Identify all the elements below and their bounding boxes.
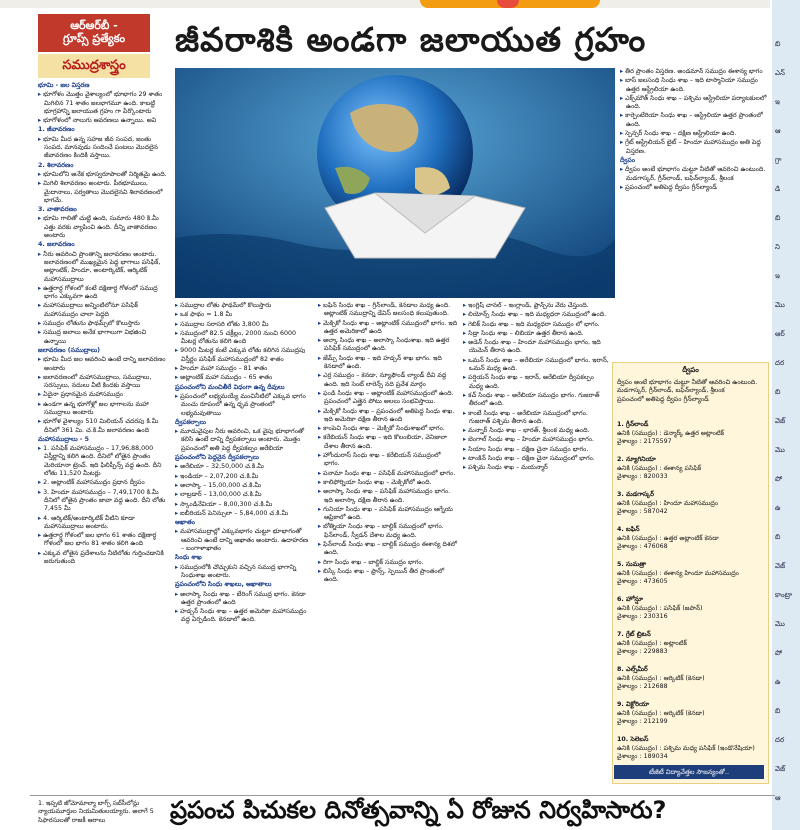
bullet-text: ▸ ఉండగా ఉన్న భూగోళ్లో జల భాగాలను మహా సముద్రాలు అంటారు — [38, 401, 170, 418]
subheading: ప్రపంచంలోని మంచితీరే విధంగా ఉన్న దీవులు — [175, 383, 285, 391]
column-1 — [38, 82, 170, 792]
area-value: 2175597 — [643, 438, 672, 445]
bullet-text: ▸ కాంపెచి సింధు శాఖ – మెక్సికో సింధుశాఖలో భాగం. — [318, 425, 458, 433]
area-label: వైశాల్యం — [617, 648, 638, 655]
bullet-text: ▸ కార్పెంటేరియా సింధు శాఖ – ఆస్ట్రేలియా ఉత్తర ప్రాంతంలో ఉంది. — [620, 112, 770, 129]
bullet-text: ▸ మెక్సికో సింధు శాఖ – అట్లాంటిక్ సముద్రంలో భాగం. ఇది ఉత్తర అమెరికాలో ఉంది — [318, 320, 458, 337]
location-label: ఉనికి (సముద్రం) — [617, 499, 658, 507]
bullet-text: ▸ హోండురాస్ సింధు శాఖ – కరేబియన్ సముద్రంలో భాగం. — [318, 452, 458, 469]
area-value: 230316 — [643, 613, 668, 620]
bullet-text: ▸ ప్రపంచంలో లభ్యమయ్యే మంచినీటిలో ఎక్కువ భాగం మంచు రూపంలో ఉన్న ధృవ ప్రాంతంలో లభ్యమవుతాయి — [175, 393, 313, 418]
bullet-text: ▸ అలాస్కా సింధు శాఖ – బేరింగ్ సముద్ర భాగం. కెనడా ఉత్తర ప్రాంతంలో ఉంది — [175, 591, 313, 608]
bullet-text: ▸ 3. హిందూ మహాసముద్రం – 7,49,1700 కి.మీ దీనిలో లోతైన ప్రాంతం జావా వద్ద ఉంది. దీని లోతు 7,455 మీ — [38, 489, 170, 514]
bullet-text: ▸ మిగిలి శిలావరణం అంటారు. పీఠభూములు, మైదానాలు, పర్వతాలు మొదలైనవి శిలావరణంలో భాగమే. — [38, 180, 170, 205]
exam-badge — [38, 14, 150, 52]
bullet-text: ▸ పనామా సింధు శాఖ – పసిఫిక్ మహాసముద్రంలో భాగం. — [318, 470, 458, 478]
bullet-text: ▸ అట్లాంటిక్ మహా సముద్రం – 65 శాతం — [175, 374, 313, 382]
ribbon-text: దర — [775, 359, 785, 367]
bullet-text: ▸ ఫండి సింధు శాఖ – అట్లాంటిక్ మహాసముద్రంలో ఉంది. ప్రపంచంలో ఎత్తైన పోటు అలలు సంభవిస్తాయి. — [318, 390, 458, 407]
subheading: ద్వీపకల్పాలు — [175, 418, 206, 426]
subheading: ద్వీపం — [620, 156, 635, 164]
bullet-text: ▸ మన్నార్ సింధు శాఖ – భారత్, శ్రీలంక మధ్య ఉంది. — [463, 427, 609, 435]
location-label: ఉనికి (సముద్రం) — [617, 709, 658, 717]
area-label: వైశాల్యం — [617, 543, 638, 550]
badge-line2: గ్రూప్స్‌ ప్రత్యేకం — [62, 32, 126, 45]
bullet-text: ▸ గెబిక్ సింధు శాఖ – ఇది మధ్యధరా సముద్రం లో భాగం. — [463, 321, 609, 329]
column-2 — [175, 302, 313, 790]
area-value: 189034 — [643, 753, 668, 760]
bullet-text: ▸ బోత్నియా సింధు శాఖ – బాల్టిక్ సముద్రంలో భాగం. ఫిన్‌లాండ్, స్వీడన్ దేశాల మధ్య ఉంది. — [318, 523, 458, 540]
ribbon-text: గ్రా — [775, 156, 782, 164]
island-entry: 8. ఎల్స్‌మీర్ ఉనికి (సముద్రం) : ఆర్కిటిక్ (కెనడా) వైశాల్యం : 212688 — [617, 666, 763, 692]
bullet-text: ▸ ఉత్తరార్ధ గోళంలో కంటే దక్షిణార్ధ గోళంలో సముద్ర భాగం ఎక్కువగా ఉంది — [38, 285, 170, 302]
location-label: ఉనికి (సముద్రం) — [617, 464, 658, 472]
ribbon-text: ఎన్ — [775, 69, 785, 77]
bullet-text: ▸ 9000 మీటర్ల కంటే ఎక్కువ లోతు కలిగిన సముద్రపు విస్తీర్ణం పసిఫిక్ మహాసముద్రంలో 82 శాతం — [175, 347, 313, 364]
page-headline: జీవరాశికి అండగా జలాయుత గ్రహం — [175, 20, 647, 59]
bullet-text: ▸ మహాసముద్రాల్లో ఎక్కువభాగం చుట్టూ భూభాగంతో ఆవరించి ఉంటే దాన్ని అఖాతం అంటారు. ఉదాహరణ – బంగాళాఖాతం — [175, 528, 313, 553]
location-label: ఉనికి (సముద్రం) — [617, 744, 658, 752]
bullet-text: ▸ అరేబియా – 32,50,000 చ.కి.మీ — [175, 463, 313, 471]
island-entry: 2. న్యూగినియా ఉనికి (సముద్రం) : ఈశాన్య పసిఫిక్ వైశాల్యం : 820033 — [617, 456, 763, 482]
bullet-text: ▸ అలాస్కా – 15,00,000 చ.కి.మీ — [175, 482, 313, 490]
location-value: అట్లాంటిక్ — [663, 639, 687, 647]
island-entry: 10. సెలెబస్ ఉనికి (సముద్రం) : పశ్చిమ మధ్య పసిఫిక్ (ఇండొనేషియా) వైశాల్యం : 189034 — [617, 736, 763, 762]
ribbon-text: మొ — [775, 446, 785, 454]
badge-line1: ఆర్‌ఆర్‌బీ - — [70, 19, 118, 32]
bullet-text: ▸ ఐబీరియన్ పెనిన్సులా – 5,84,000 చ.కి.మీ — [175, 510, 313, 518]
location-label: ఉనికి (సముద్రం) — [617, 534, 658, 542]
bullet-text: ▸ రిగా సింధు శాఖ – బాల్టిక్ సముద్రం భాగం. — [318, 559, 458, 567]
bullet-text: ▸ సముద్రంలో 82.5 చక్రీల్లం, 2000 నుంచి 6000 మీటర్ల లోతును కలిగి ఉంది — [175, 330, 313, 347]
island-name: 5. సుమత్రా — [617, 561, 647, 568]
factbox-intro2: ప్రపంచంలో అతిపెద్ద ద్వీపం గ్రీన్‌ల్యాండ్ — [617, 395, 709, 403]
island-entry: 4. బఫిన్ ఉనికి (సముద్రం) : ఉత్తర అట్లాంటిక్ కెనడా వైశాల్యం : 476068 — [617, 526, 763, 552]
ribbon-text: పో — [775, 475, 783, 483]
bullet-text: ▸ ఎక్స్‌మౌత్ సింధు శాఖ – పశ్చిమ ఆస్ట్రేలియా పర్యాటకులలో ఉంది. — [620, 95, 770, 112]
bullet-text: ▸ అల్కా సింధు శాఖ – అలాస్కా సింధుశాఖ. ఇది ఉత్తర పసిఫిక్ సముద్రంలో ఉంది. — [318, 337, 458, 354]
bullet-text: ▸ కాంబే సింధు శాఖ – అరేబియా సముద్రంలో భాగం. గుజరాత్ పశ్చిమ తీరాన ఉంది. — [463, 410, 609, 427]
location-label: ఉనికి (సముద్రం) — [617, 429, 658, 437]
bullet-text: ▸ ఒమన్ సింధు శాఖ – అరేబియా సముద్రంలో భాగం. ఇరాన్, ఒమన్ మధ్య ఉంది. — [463, 357, 609, 374]
island-entry: 6. హోన్షూ ఉనికి (సముద్రం) : పసిఫిక్ (జపాన్) వైశాల్యం : 230316 — [617, 596, 763, 622]
ribbon-text: ఆ — [775, 794, 781, 802]
earth-boat-photo — [175, 68, 615, 298]
bullet-text: ▸ ఫిన్‌లాండ్ సింధు శాఖ – బాల్టిక్ సముద్రం ఈశాన్య దిశలో ఉంది. — [318, 541, 458, 558]
ribbon-text: బి — [775, 533, 781, 541]
bullet-text: ▸ సముద్రం లోతును ఫాథమ్స్‌లో కొలుస్తారు — [38, 320, 170, 328]
island-entry: 1. గ్రీన్‌లాండ్ ఉనికి (సముద్రం) : డెన్మార్క్ ఉత్తర అట్లాంటిక్ వైశాల్యం : 2175597 — [617, 421, 763, 447]
bullet-text: ▸ హిందూ మహా సముద్రం – 81 శాతం — [175, 365, 313, 373]
ribbon-text: బి — [775, 214, 781, 222]
location-value: ఆర్కిటిక్ (కెనడా) — [663, 709, 705, 717]
location-value: ఈశాన్య పసిఫిక్ — [663, 464, 702, 472]
ribbon-text: ఇ — [775, 98, 780, 106]
ribbon-text: బి — [775, 707, 781, 715]
bullet-text: ▸ భూమి మీద ఉన్న సహజ జీవ సంపద, జంతు సంపద, మానవుడు సందించే పంటలు మొదలైన జీవావరణం కిందికి వస్తాయి. — [38, 136, 170, 161]
area-value: 476068 — [643, 543, 668, 550]
ribbon-text: డి — [775, 185, 781, 193]
bullet-text: ▸ ప్రపంచంలో అతిపెద్ద ద్వీపం గ్రీన్‌ల్యాండ్ — [620, 184, 770, 192]
bullet-text: ▸ ఇంగ్లిష్ చానల్ – ఇంగ్లాండ్, ఫ్రాన్స్‌ను వేరు చేస్తుంది. — [463, 302, 609, 310]
area-label: వైశాల్యం — [617, 683, 638, 690]
ribbon-text: ఆ — [775, 127, 781, 135]
location-value: ఈశాన్య హిందూ మహాసముద్రం — [663, 569, 739, 577]
ribbon-text: బి — [775, 40, 781, 48]
area-label: వైశాల్యం — [617, 753, 638, 760]
bullet-text: ▸ ఎర్ర సముద్రం – కెనడా, న్యూఫౌండ్ ల్యాండ్ దీవి వద్ద ఉంది. ఇది సెంట్ లారెన్స్ నది ప్రవేశ మార్గం — [318, 372, 458, 389]
bullet-text: ▸ భూగోళంలో నాలుగు ఆవరణలు ఉన్నాయి. అవి — [38, 117, 170, 125]
ribbon-text: వెజ్ — [775, 417, 786, 425]
factbox-title: ద్వీపం — [682, 366, 699, 374]
footer-headline: ప్రపంచ పిచుకల దినోత్సవాన్ని ఏ రోజున నిర్వహిసారు? — [170, 796, 667, 824]
bullet-text: ▸ తీర ప్రాంతం విస్తరణ. అండమాన్ సముద్రం ఈశాన్య భాగం — [620, 68, 770, 76]
area-label: వైశాల్యం — [617, 578, 638, 585]
island-name: 2. న్యూగినియా — [617, 456, 656, 463]
column-5 — [620, 68, 770, 358]
credit-strip: టీజీటీ విద్యావేత్తల సౌజన్యంతో.. — [614, 765, 764, 779]
footer-note: 1. ఇప్పటి జోమోమాల్మా బాగ్స్ సబ్‌సీలోన్లు న్యాయమూర్తుల నియమితులయ్యారు. అలాగే 5 సిఫారసులతో రాజకీ ఆరాలు — [38, 800, 154, 824]
ribbon-text: దర — [775, 736, 785, 744]
bullet-text: ▸ అలాస్కా సింధు శాఖ – పసిఫిక్ మహాసముద్రం భాగం. ఇది అలాస్కా దక్షిణ తీరాన ఉంది. — [318, 488, 458, 505]
ribbon-text: వెజ్ — [775, 562, 786, 570]
subheading: అఖాతం — [175, 519, 195, 527]
location-label: ఉనికి (సముద్రం) — [617, 569, 658, 577]
bullet-text: ▸ స్కాండినేవియా – 8,00,300 చ.కి.మీ — [175, 501, 313, 509]
bullet-text: ▸ బఫిన్ సింధు శాఖ – గ్రీన్‌లాండ్, కెనడాల మధ్య ఉంది. అట్లాంటిక్ సముద్రాన్ని డేవిస్ జలసంధి కలుపుతుంది. — [318, 302, 458, 319]
bullet-text: ▸ మెక్సికో సింధు శాఖ – ప్రపంచంలో అతిపెద్ద సింధు శాఖ. ఇది అమెరికా దక్షిణ తీరాన ఉంది — [318, 408, 458, 425]
ribbon-text: పో — [775, 649, 783, 657]
location-value: డెన్మార్క్ ఉత్తర అట్లాంటిక్ — [663, 429, 725, 437]
bullet-text: ▸ సముద్ర జలాలు అనేక భాగాలుగా విభజించి ఉన్నాయి — [38, 329, 170, 346]
bullet-text: ▸ బిస్కే సింధు శాఖ – ఫ్రాన్స్, స్పెయిన్ తీర ప్రాంతంలో ఉంది. — [318, 568, 458, 585]
area-value: 212688 — [643, 683, 668, 690]
location-label: ఉనికి (సముద్రం) — [617, 674, 658, 682]
island-entry: 7. గ్రేట్ బ్రిటన్ ఉనికి (సముద్రం) : అట్లాంటిక్ వైశాల్యం : 229883 — [617, 631, 763, 657]
subheading: 3. వాతావరణం — [38, 206, 77, 214]
section-label: సముద్రశాస్త్రం — [38, 54, 150, 78]
bullet-text: ▸ సముద్రాల సరాసరి లోతు 3,800 మీ — [175, 321, 313, 329]
location-value: ఉత్తర అట్లాంటిక్ కెనడా — [663, 534, 719, 542]
bullet-text: ▸ మూడువైపుల నీరు ఆవరించి, ఒక వైపు భూభాగంతో కలిసి ఉంటే దాన్ని ద్వీపకల్పాలు అంటారు. మొత్తం ప్రపంచంలో అతి పెద్ద ద్వీపకల్పం అరేబియా — [175, 428, 313, 453]
ribbon-text: కాంట్రా — [775, 591, 793, 599]
bullet-text: ▸ హడ్సన్ సింధు శాఖ – ఉత్తర అమెరికా మహాసముద్రం వద్ద ఏర్పడింది. కెనడాలో ఉంది. — [175, 608, 313, 625]
bullet-text: ▸ గునియా సింధు శాఖ – పసిఫిక్ మహాసముద్రం ఆగ్నేయ ఆఫ్రికాలో ఉంది. — [318, 506, 458, 523]
bullet-text: ▸ సముద్రంలోకి చొచ్చుకుని వచ్చిన సముద్ర భాగాన్ని సింధుశాఖ అంటారు. — [175, 564, 313, 581]
ribbon-text: ఉ — [775, 678, 781, 686]
area-label: వైశాల్యం — [617, 508, 638, 515]
island-name: 3. మడగాస్కర్ — [617, 491, 654, 498]
area-label: వైశాల్యం — [617, 438, 638, 445]
island-name: 7. గ్రేట్ బ్రిటన్ — [617, 631, 651, 638]
bullet-text: ▸ కాలిఫోర్నియా సింధు శాఖ – మెక్సికోలో ఉంది. — [318, 479, 458, 487]
bullet-text: ▸ ఉత్తరార్ధ గోళంలో జల భాగం 61 శాతం దక్షిణార్ధ గోళంలో జల భాగం 81 శాతం కలిగి ఉంది — [38, 532, 170, 549]
island-name: 10. సెలెబస్ — [617, 736, 649, 743]
bullet-text: ▸ కచ్ సింధు శాఖ – అరేబియా సముద్రం భాగం. గుజరాత్ తీరంలో ఉంది. — [463, 392, 609, 409]
factbox-intro: ద్వీపం అంటే భూభాగం చుట్టూ నీటితో ఆవరించి ఉంటుంది. మడగాస్కర్, గ్రీన్‌లాండ్, బఫిన్‌ల్యాండ్, శ్రీలంక — [617, 379, 758, 395]
side-ribbon — [772, 0, 800, 830]
subheading: ప్రపంచంలోని పెద్దనైన ద్వీపకల్పాలు — [175, 454, 259, 462]
area-value: 587042 — [643, 508, 668, 515]
bullet-text: ▸ జేమ్స్ సింధు శాఖ – ఇది హడ్సన్ శాఖ భాగం. ఇది కెనడాలో ఉంది. — [318, 355, 458, 372]
area-value: 473605 — [643, 578, 668, 585]
ribbon-text: మొ — [775, 301, 785, 309]
bullet-text: ▸ భూమి మీద జల ఆవరించి ఉంటే దాన్ని జలావరణం అంటారు — [38, 356, 170, 373]
column-4 — [463, 302, 609, 790]
ribbon-text: ఆర్ — [775, 330, 785, 338]
subheading: మహాసముద్రాలు - 5 — [38, 435, 89, 443]
ribbon-text: ఇ — [775, 272, 780, 280]
bullet-text: ▸ పశ్చిమ సింధు శాఖ – మయన్మార్ — [463, 464, 609, 472]
bullet-text: ▸ భూమిలోని అనేక భూస్వరూపాలతో నిర్మితమై ఉంది. — [38, 171, 170, 179]
bullet-text: ▸ భూమి గాలితో చుట్టి ఉంది, సుమారు 480 కి.మీ ఎత్తు వరకు వ్యాపించి ఉంది. దీన్ని వాతావరణం అంటారు — [38, 215, 170, 240]
island-name: 1. గ్రీన్‌లాండ్ — [617, 421, 649, 428]
subheading: 4. జలావరణం — [38, 241, 75, 249]
island-name: 6. హోన్షూ — [617, 596, 643, 603]
bullet-text: ▸ స్పెన్సర్ సింధు శాఖ – దక్షిణ ఆస్ట్రేలియా ఉంది. — [620, 130, 770, 138]
location-value: పసిఫిక్ (జపాన్) — [663, 604, 703, 612]
bullet-text: ▸ భూగోళం మొత్తం వైశాల్యంలో భూభాగం 29 శాతం మిగిలిన 71 శాతం జలభాగమూ ఉంది. కాబట్టి భూగ్రహాన్ని జలాయుత గ్రహం గా పేర్కొంటారు — [38, 91, 170, 116]
island-factbox — [612, 362, 769, 784]
area-label: వైశాల్యం — [617, 613, 638, 620]
bullet-text: ▸ 2. అట్లాంటిక్ మహాసముద్రం ప్రధాన ద్వీపం — [38, 479, 170, 487]
ribbon-text: ని — [775, 243, 780, 251]
bullet-text: ▸ జలావరణంలో మహాసముద్రాలు, సముద్రాలు, సరస్సులు, నదులు వీటి కిందకు వస్తాయి — [38, 374, 170, 391]
bullet-text: ▸ బెంగాల్ సింధు శాఖ – హిందూ మహాసముద్రం భాగం. — [463, 436, 609, 444]
island-entry: 9. విక్టోరియా ఉనికి (సముద్రం) : ఆర్కిటిక్ (కెనడా) వైశాల్యం : 212199 — [617, 701, 763, 727]
area-value: 820033 — [643, 473, 668, 480]
bullet-text: ▸ 1. పసిఫిక్ మహాసముద్రం – 17,96,88,000 విస్తీర్ణాన్ని కలిగి ఉంది. దీనిలో లోతైన ప్రాంతం మెరియానా ట్రెంచ్. ఇది ఫిలిప్పీన్స్ వద్ద ఉంది. దీని లోతు 11,520 మీటర్లు — [38, 445, 170, 478]
bullet-text: ▸ ఎక్కువ లోతైన ప్రదేశాలను నీటిలోతు గుర్తించడానికి జరుగుతుంది — [38, 550, 170, 567]
top-strip — [0, 0, 770, 8]
column-3 — [318, 302, 458, 790]
subheading: జలావరణం (సముద్రాలు) — [38, 346, 101, 354]
bullet-text: ▸ టాంకిన్ సింధు శాఖ – దక్షిణ చైనా సముద్రంలో భాగం. — [463, 455, 609, 463]
subheading: 1. జీవావరణం — [38, 126, 75, 134]
island-name: 9. విక్టోరియా — [617, 701, 650, 708]
bullet-text: ▸ ఇండియా – 2,07,200 చ.కి.మీ — [175, 473, 313, 481]
area-label: వైశాల్యం — [617, 718, 638, 725]
ribbon-text: మొ — [775, 620, 785, 628]
subheading: 2. శిలావరణం — [38, 161, 74, 169]
area-label: వైశాల్యం — [617, 473, 638, 480]
island-name: 4. బఫిన్ — [617, 526, 640, 533]
bullet-text: ▸ ద్వీపం అంటే భూభాగం చుట్టూ నీటితో ఆవరించి ఉంటుంది. మడగాస్కర్, గ్రీన్‌లాండ్, బఫిన్‌ల్యాండ్, శ్రీలంక — [620, 166, 770, 183]
bullet-text: ▸ కరేబియన్ సింధు శాఖ – ఇది కొలంబియా, వెనిజులా దేశాల తీరాన ఉంది. — [318, 434, 458, 451]
location-label: ఉనికి (సముద్రం) — [617, 604, 658, 612]
bullet-text: ▸ మహాసముద్రాలు అన్నింటిలోనూ పసిఫిక్ మహాసముద్రం చాలా పెద్దది — [38, 302, 170, 319]
bullet-text: ▸ సిడ్రా సింధు శాఖ – లిబియా ఉత్తర తీరాన ఉంది. — [463, 330, 609, 338]
ribbon-text: బి — [775, 388, 781, 396]
island-name: 8. ఎల్స్‌మీర్ — [617, 666, 648, 673]
island-entry: 5. సుమత్రా ఉనికి (సముద్రం) : ఈశాన్య హిందూ మహాసముద్రం వైశాల్యం : 473605 — [617, 561, 763, 587]
island-entry: 3. మడగాస్కర్ ఉనికి (సముద్రం) : హిందూ మహాసముద్రం వైశాల్యం : 587042 — [617, 491, 763, 517]
location-value: హిందూ మహాసముద్రం — [663, 499, 719, 507]
bullet-text: ▸ లియోన్స్ సింధు శాఖ – ఇది మధ్యధరా సముద్రంలో ఉంది. — [463, 311, 609, 319]
ribbon-text: ఉ — [775, 504, 781, 512]
bullet-text: ▸ సముద్రాల లోతు ఫాథమ్‌లో కొలుస్తారు — [175, 302, 313, 310]
bullet-text: ▸ ఒక ఫాథం = 1.8 మీ — [175, 311, 313, 319]
location-value: పశ్చిమ మధ్య పసిఫిక్ (ఇండొనేషియా) — [663, 744, 755, 752]
area-value: 229883 — [643, 648, 668, 655]
ribbon-text: వెజ్ — [775, 765, 786, 773]
bullet-text: ▸ బాస్ జలసంధి సింధు శాఖ – ఇది టాస్మానియా సముద్రం ఉత్తర ఆస్ట్రేలియా ఉంది. — [620, 77, 770, 94]
bullet-text: ▸ సియాం సింధు శాఖ – దక్షిణ చైనా సముద్రం భాగం. — [463, 446, 609, 454]
area-value: 212199 — [643, 718, 668, 725]
subheading: భూమి - జల విస్తరణ — [38, 82, 90, 89]
bullet-text: ▸ నీరు ఆవరించి ప్రాంతాన్ని జలావరణం అంటారు. జలావరణంలో ముఖ్యమైన పెద్ద భాగాలు పసిఫిక్, అట్లాంటిక్, హిందూ, అంటార్కిటిక్, ఆర్కిటిక్ మహాసముద్రాలు — [38, 251, 170, 284]
location-label: ఉనికి (సముద్రం) — [617, 639, 658, 647]
subheading: సింధు శాఖ — [175, 554, 202, 562]
bullet-text: ▸ భూగోళ వైశాల్యం 510 మిలియన్ చదరపు కి.మీ దీనిలో 361 మి. చ.కి.మీ జలావరణం ఉంది — [38, 418, 170, 435]
bullet-text: ▸ అడెన్ సింధు శాఖ – హిందూ మహాసముద్రం భాగం, ఇది యెమెన్ తీరాన ఉంది. — [463, 339, 609, 356]
bullet-text: ▸ గ్రేట్ ఆస్ట్రేలియన్ బైట్ – హిందూ మహాసముద్రం అతి పెద్ద విస్తరణ. — [620, 139, 770, 156]
bullet-text: ▸ ఏదైనా ప్రధానమైన మహాసముద్రం — [38, 391, 170, 399]
bullet-text: ▸ పర్షియన్ సింధు శాఖ – ఇరాన్, అరేబియా ద్వీపకల్పం మధ్య ఉంది. — [463, 374, 609, 391]
bullet-text: ▸ 4. ఆర్కిటిక్/అంటార్కిటిక్ వీటిని కూడా మహాసముద్రాలు అంటారు. — [38, 515, 170, 532]
subheading: ప్రపంచంలోని సింధు శాఖలు, అఖాతాలు — [175, 581, 272, 589]
bullet-text: ▸ లాబ్రడార్ – 13,00,000 చ.కి.మీ — [175, 491, 313, 499]
location-value: ఆర్కిటిక్ (కెనడా) — [663, 674, 705, 682]
